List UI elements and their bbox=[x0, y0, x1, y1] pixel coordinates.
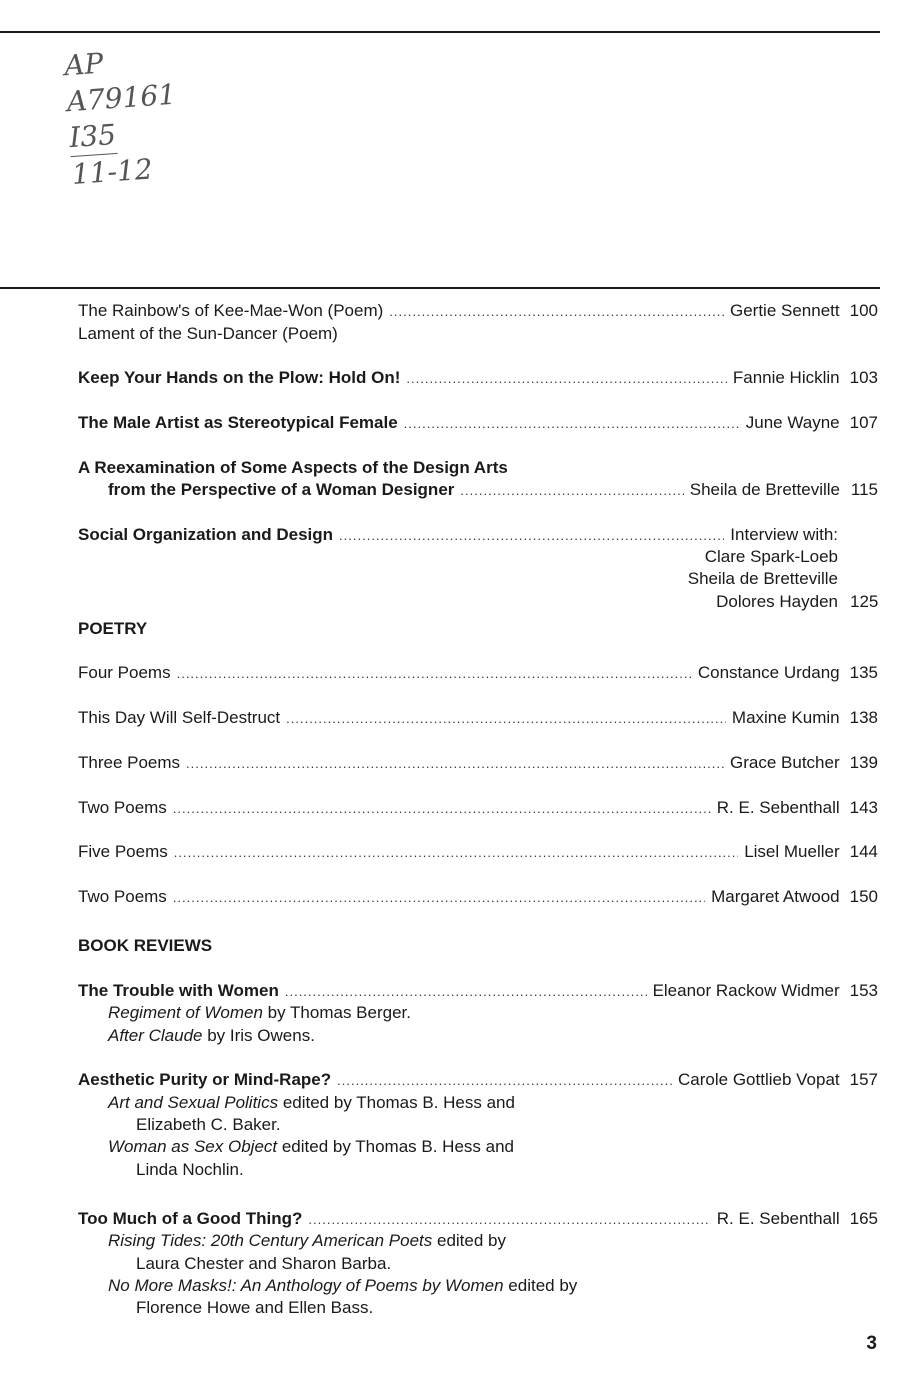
book-credit-cont: Laura Chester and Sharon Barba. bbox=[136, 1254, 392, 1273]
entry-title: Too Much of a Good Thing? bbox=[78, 1209, 303, 1228]
entry-title: Four Poems bbox=[78, 663, 171, 682]
call-number-line: 11-12 bbox=[70, 152, 154, 192]
entry-page: 157 bbox=[849, 1070, 878, 1089]
leader-dots bbox=[404, 413, 740, 435]
call-number-line: A79161 bbox=[65, 77, 178, 119]
entry-title: The Trouble with Women bbox=[78, 981, 279, 1000]
book-title: Woman as Sex Object bbox=[108, 1137, 278, 1156]
book-credit-cont: Florence Howe and Ellen Bass. bbox=[136, 1298, 374, 1317]
toc-entry bbox=[78, 300, 878, 322]
entry-page: 153 bbox=[849, 981, 878, 1000]
toc-entry bbox=[78, 797, 878, 819]
entry-title: A Reexamination of Some Aspects of the Design Arts bbox=[78, 458, 508, 477]
toc-entry bbox=[78, 752, 878, 774]
toc-entry bbox=[78, 524, 838, 546]
entry-author: Gertie Sennett bbox=[730, 301, 840, 320]
book-title: After Claude bbox=[108, 1026, 203, 1045]
leader-dots bbox=[389, 301, 724, 323]
entry-author: Sheila de Bretteville bbox=[687, 569, 838, 588]
entry-title: The Rainbow's of Kee-Mae-Won (Poem) bbox=[78, 301, 384, 320]
leader-dots bbox=[308, 1209, 710, 1231]
entry-author: Interview with: bbox=[730, 525, 838, 544]
leader-dots bbox=[177, 663, 692, 685]
leader-dots bbox=[339, 525, 724, 547]
book-credit: by Thomas Berger. bbox=[262, 1003, 411, 1022]
toc-entry bbox=[78, 1069, 878, 1091]
entry-title: Three Poems bbox=[78, 753, 181, 772]
entry-title: Five Poems bbox=[78, 842, 168, 861]
entry-title: Two Poems bbox=[78, 887, 167, 906]
entry-page: 107 bbox=[849, 413, 878, 432]
book-credit: edited by Thomas B. Hess and bbox=[278, 1093, 515, 1112]
section-heading-poetry: POETRY bbox=[78, 619, 148, 638]
reviewed-book bbox=[108, 1002, 411, 1024]
toc-entry bbox=[78, 707, 878, 729]
entry-title: from the Perspective of a Woman Designer bbox=[108, 480, 455, 499]
toc-entry bbox=[108, 479, 878, 501]
entry-title: The Male Artist as Stereotypical Female bbox=[78, 413, 398, 432]
entry-page: 143 bbox=[849, 798, 878, 817]
book-title: Regiment of Women bbox=[108, 1003, 263, 1022]
toc-entry bbox=[78, 412, 878, 434]
book-credit-cont: Linda Nochlin. bbox=[136, 1160, 244, 1179]
leader-dots bbox=[285, 981, 647, 1003]
page-number: 3 bbox=[866, 1333, 877, 1354]
entry-author: Sheila de Bretteville bbox=[689, 480, 840, 499]
leader-dots bbox=[186, 753, 724, 775]
entry-page: 100 bbox=[849, 301, 878, 320]
section-heading-book-reviews: BOOK REVIEWS bbox=[78, 936, 213, 955]
entry-page: 103 bbox=[849, 368, 878, 387]
entry-author: R. E. Sebenthall bbox=[716, 1209, 840, 1228]
book-title: Rising Tides: 20th Century American Poets bbox=[108, 1231, 433, 1250]
entry-author: Dolores Hayden bbox=[716, 592, 838, 611]
entry-page: 144 bbox=[849, 842, 878, 861]
leader-dots bbox=[406, 368, 726, 390]
book-credit: edited by Thomas B. Hess and bbox=[277, 1137, 514, 1156]
leader-dots bbox=[173, 798, 711, 820]
entry-title: Two Poems bbox=[78, 798, 167, 817]
book-credit-cont: Elizabeth C. Baker. bbox=[136, 1115, 281, 1134]
entry-page: 165 bbox=[849, 1209, 878, 1228]
entry-page: 135 bbox=[849, 663, 878, 682]
leader-dots bbox=[460, 480, 683, 502]
toc-entry bbox=[78, 841, 878, 863]
leader-dots bbox=[174, 842, 738, 864]
toc-entry bbox=[78, 1208, 878, 1230]
entry-page: 139 bbox=[849, 753, 878, 772]
reviewed-book bbox=[108, 1230, 506, 1252]
entry-author: Eleanor Rackow Widmer bbox=[652, 981, 840, 1000]
entry-author: Fannie Hicklin bbox=[732, 368, 840, 387]
entry-page: 138 bbox=[849, 708, 878, 727]
call-number-line: I35 bbox=[68, 117, 117, 157]
book-credit: edited by bbox=[432, 1231, 506, 1250]
entry-author: Lisel Mueller bbox=[744, 842, 840, 861]
entry-title: Aesthetic Purity or Mind-Rape? bbox=[78, 1070, 332, 1089]
entry-author: June Wayne bbox=[745, 413, 840, 432]
entry-title: Social Organization and Design bbox=[78, 525, 334, 544]
reviewed-book bbox=[108, 1025, 315, 1047]
entry-title: Lament of the Sun-Dancer (Poem) bbox=[78, 324, 338, 343]
table-of-contents bbox=[78, 0, 878, 1380]
entry-title: Keep Your Hands on the Plow: Hold On! bbox=[78, 368, 401, 387]
book-credit: edited by bbox=[503, 1276, 578, 1295]
entry-page: 115 bbox=[850, 480, 878, 499]
toc-entry bbox=[78, 886, 878, 908]
reviewed-book bbox=[108, 1275, 577, 1297]
entry-author: Margaret Atwood bbox=[711, 887, 840, 906]
toc-entry bbox=[78, 367, 878, 389]
entry-page: 125 bbox=[850, 592, 879, 611]
leader-dots bbox=[337, 1070, 672, 1092]
toc-entry bbox=[78, 662, 878, 684]
book-credit: by Iris Owens. bbox=[202, 1026, 315, 1045]
leader-dots bbox=[173, 887, 705, 909]
book-title: Art and Sexual Politics bbox=[108, 1093, 279, 1112]
entry-author: Carole Gottlieb Vopat bbox=[678, 1070, 840, 1089]
reviewed-book bbox=[108, 1136, 514, 1158]
entry-author: Clare Spark-Loeb bbox=[704, 547, 838, 566]
call-number-line: AP bbox=[63, 46, 105, 83]
entry-title: This Day Will Self-Destruct bbox=[78, 708, 281, 727]
entry-author: Grace Butcher bbox=[730, 753, 840, 772]
reviewed-book bbox=[108, 1092, 515, 1114]
book-title: No More Masks!: An Anthology of Poems by Women bbox=[108, 1276, 504, 1295]
toc-entry bbox=[78, 980, 878, 1002]
entry-page: 150 bbox=[849, 887, 878, 906]
entry-author: Maxine Kumin bbox=[731, 708, 840, 727]
leader-dots bbox=[286, 708, 726, 730]
entry-author: R. E. Sebenthall bbox=[716, 798, 840, 817]
entry-author: Constance Urdang bbox=[697, 663, 840, 682]
